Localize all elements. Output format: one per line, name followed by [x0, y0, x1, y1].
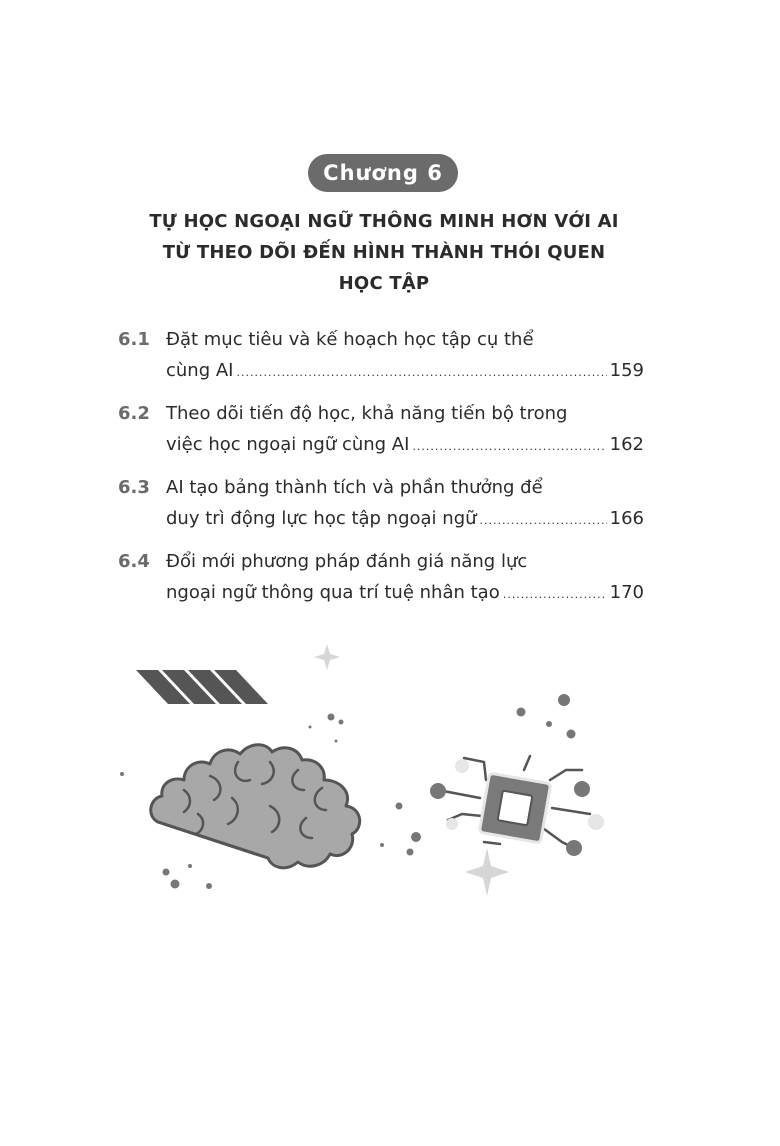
toc-title-text: việc học ngoại ngữ cùng AI: [166, 434, 410, 455]
chapter-label: Chương 6: [308, 154, 458, 192]
toc-title-text: cùng AI: [166, 360, 234, 381]
brain-chip-illustration: [100, 630, 680, 910]
toc-title-line1: Đặt mục tiêu và kế hoạch học tập cụ thể: [166, 329, 534, 350]
toc-title-line1: AI tạo bảng thành tích và phần thưởng để: [166, 477, 543, 498]
toc-number: 6.2: [118, 403, 150, 424]
toc-entry-6-4[interactable]: [118, 546, 644, 608]
chapter-title-line: TỰ HỌC NGOẠI NGỮ THÔNG MINH HƠN VỚI AI: [149, 211, 619, 232]
toc-number: 6.3: [118, 477, 150, 498]
toc-title-line2: [166, 503, 644, 534]
toc-title-line2: [166, 577, 644, 608]
toc-entry-6-2[interactable]: [118, 398, 644, 460]
toc-entry-6-1[interactable]: [118, 324, 644, 386]
chapter-title: [100, 206, 668, 299]
dot-leader: [236, 357, 606, 388]
sparkle-icon: [314, 644, 340, 670]
toc-entry-6-3[interactable]: [118, 472, 644, 534]
stripes-decoration: [136, 670, 268, 704]
toc-number: 6.1: [118, 329, 150, 350]
dot-leader: [503, 579, 607, 610]
chapter-title-line: HỌC TẬP: [338, 273, 430, 294]
table-of-contents: [118, 324, 644, 620]
toc-title-line2: [166, 355, 644, 386]
toc-title-line2: [166, 429, 644, 460]
toc-page-number: 159: [609, 360, 644, 381]
chapter-title-line: TỪ THEO DÕI ĐẾN HÌNH THÀNH THÓI QUEN: [162, 242, 606, 263]
toc-title-line1: Theo dõi tiến độ học, khả năng tiến bộ trong: [166, 403, 568, 424]
toc-title-text: duy trì động lực học tập ngoại ngữ: [166, 508, 477, 529]
toc-page-number: 170: [609, 582, 644, 603]
toc-page-number: 166: [609, 508, 644, 529]
chip-icon: [430, 756, 604, 856]
sparkle-icon: [465, 848, 509, 896]
toc-title-line1: Đổi mới phương pháp đánh giá năng lực: [166, 551, 528, 572]
toc-title-text: ngoại ngữ thông qua trí tuệ nhân tạo: [166, 582, 500, 603]
dot-leader: [412, 431, 606, 462]
toc-page-number: 162: [609, 434, 644, 455]
dot-leader: [480, 505, 607, 536]
toc-number: 6.4: [118, 551, 150, 572]
brain-icon: [151, 745, 360, 868]
